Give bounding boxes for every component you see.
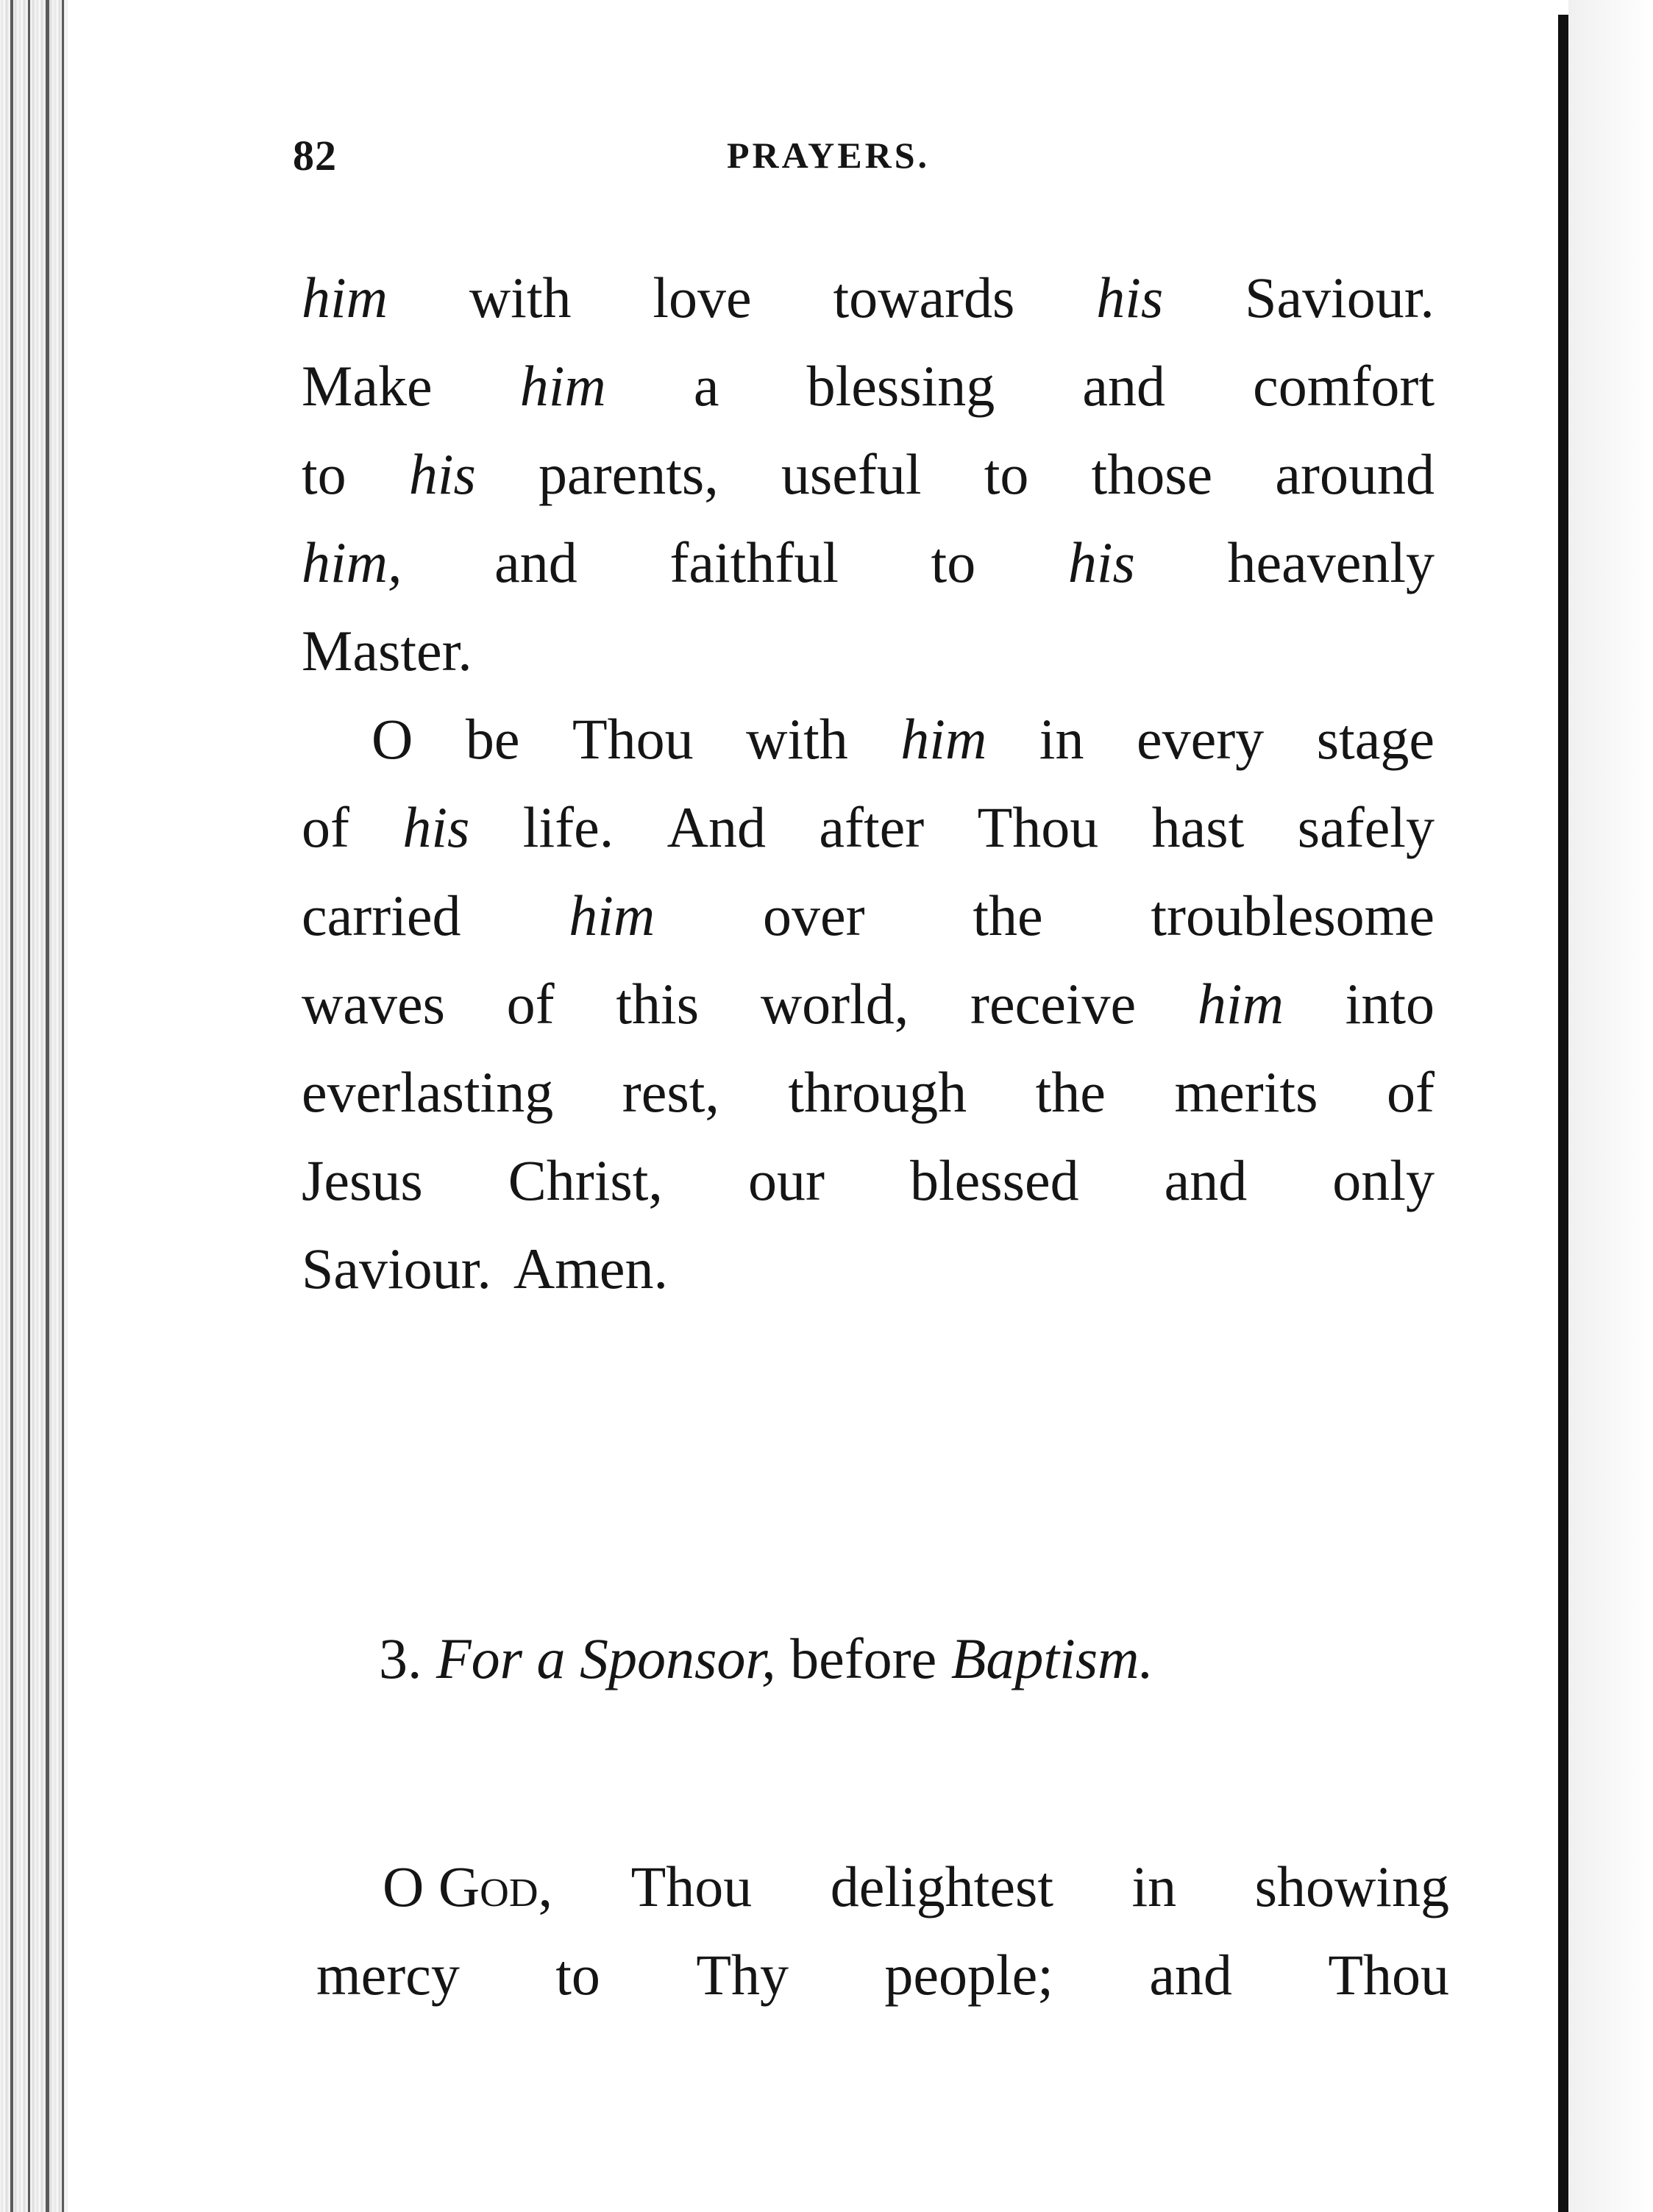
paragraph-3-line-2	[316, 1931, 1449, 2019]
paragraph-2-line	[302, 783, 1435, 872]
word: life.	[522, 795, 614, 859]
paragraph-1-line	[302, 607, 1435, 695]
word: be	[465, 707, 520, 771]
word: safely	[1297, 795, 1435, 859]
word: to	[555, 1943, 600, 2007]
word: to	[984, 442, 1029, 506]
page-number: 82	[293, 132, 337, 179]
word: him,	[302, 530, 402, 594]
page-edge-left	[0, 0, 68, 2212]
word: everlasting	[302, 1060, 554, 1124]
word: our	[747, 1148, 825, 1212]
word: carried	[302, 883, 461, 947]
word: only	[1332, 1148, 1435, 1212]
paragraph-1-line	[302, 254, 1435, 342]
word: those	[1091, 442, 1213, 506]
word: Make	[302, 354, 433, 418]
word: Christ,	[508, 1148, 663, 1212]
word: him	[302, 266, 388, 330]
section-number: 3.	[379, 1626, 422, 1690]
word: to	[931, 530, 976, 594]
section-heading-part-2: before	[790, 1626, 937, 1690]
word: love	[653, 266, 752, 330]
word: and	[1082, 354, 1165, 418]
word: the	[973, 883, 1043, 947]
word-small-caps: God,	[438, 1854, 553, 1918]
word: rest,	[622, 1060, 719, 1124]
paragraph-1-line	[302, 519, 1435, 607]
paragraph-2-line	[302, 960, 1435, 1048]
word: and	[1149, 1943, 1232, 2007]
word: his	[402, 795, 470, 859]
word: receive	[970, 972, 1137, 1036]
header-title: PRAYERS.	[727, 135, 931, 176]
word: people;	[884, 1943, 1053, 2007]
paragraph-1-line	[302, 430, 1435, 519]
word: around	[1275, 442, 1435, 506]
word: world,	[760, 972, 909, 1036]
word: Thy	[696, 1943, 789, 2007]
word: Jesus	[302, 1148, 423, 1212]
section-heading-part-3: Baptism.	[950, 1626, 1153, 1690]
word: of	[302, 795, 349, 859]
word: and	[1164, 1148, 1248, 1212]
word: his	[1096, 266, 1164, 330]
word: after	[819, 795, 925, 859]
word: blessed	[909, 1148, 1079, 1212]
word: blessing	[806, 354, 995, 418]
word: troublesome	[1151, 883, 1435, 947]
word: him	[569, 883, 655, 947]
word: useful	[781, 442, 922, 506]
running-head	[293, 131, 1440, 197]
page-border-right	[1558, 15, 1568, 2212]
word: comfort	[1253, 354, 1435, 418]
word: of	[506, 972, 555, 1036]
word: O	[372, 707, 413, 771]
paragraph-2-line	[302, 695, 1435, 783]
word: into	[1345, 972, 1435, 1036]
word: of	[1386, 1060, 1435, 1124]
word: stage	[1316, 707, 1435, 771]
word: with	[469, 266, 572, 330]
word: to	[302, 442, 346, 506]
word: this	[616, 972, 700, 1036]
word: waves	[302, 972, 445, 1036]
word: towards	[833, 266, 1015, 330]
word: merits	[1174, 1060, 1318, 1124]
word: Thou	[977, 795, 1099, 859]
word: in	[1131, 1854, 1177, 1918]
word: him	[519, 354, 606, 418]
word: a	[693, 354, 719, 418]
word: Thou	[1328, 1943, 1449, 2007]
word: over	[762, 883, 865, 947]
word: and	[494, 530, 577, 594]
word: Saviour.	[1245, 266, 1435, 330]
word: the	[1035, 1060, 1106, 1124]
section-heading-part-1: For a Sponsor,	[436, 1626, 776, 1690]
word: with	[746, 707, 848, 771]
paragraph-2-line	[302, 872, 1435, 960]
word: every	[1136, 707, 1265, 771]
word: Master.	[302, 619, 472, 683]
paragraph-3-line-1	[316, 1843, 1449, 1931]
word: delightest	[830, 1854, 1053, 1918]
paragraph-1	[302, 254, 1435, 695]
paragraph-2	[302, 695, 1435, 1313]
word: in	[1039, 707, 1084, 771]
word: Thou	[630, 1854, 753, 1918]
word: heavenly	[1227, 530, 1435, 594]
paragraph-2-line	[302, 1225, 1435, 1313]
word: faithful	[669, 530, 839, 594]
word: him	[900, 707, 987, 771]
word: him	[1197, 972, 1284, 1036]
word: Amen.	[513, 1237, 668, 1301]
paragraph-2-line	[302, 1137, 1435, 1225]
word: O God,	[383, 1854, 553, 1918]
word: hast	[1151, 795, 1245, 859]
page-edge-right-fade	[1568, 0, 1653, 2212]
word: parents,	[538, 442, 719, 506]
word: his	[1067, 530, 1135, 594]
word: showing	[1254, 1854, 1449, 1918]
word: through	[788, 1060, 967, 1124]
word: his	[408, 442, 476, 506]
section-heading	[379, 1626, 1153, 1692]
paragraph-3	[316, 1843, 1449, 2019]
paragraph-1-line	[302, 342, 1435, 430]
word: And	[666, 795, 766, 859]
word: Thou	[572, 707, 694, 771]
word: Saviour.	[302, 1237, 491, 1301]
word: mercy	[316, 1943, 460, 2007]
paragraph-2-line	[302, 1048, 1435, 1137]
